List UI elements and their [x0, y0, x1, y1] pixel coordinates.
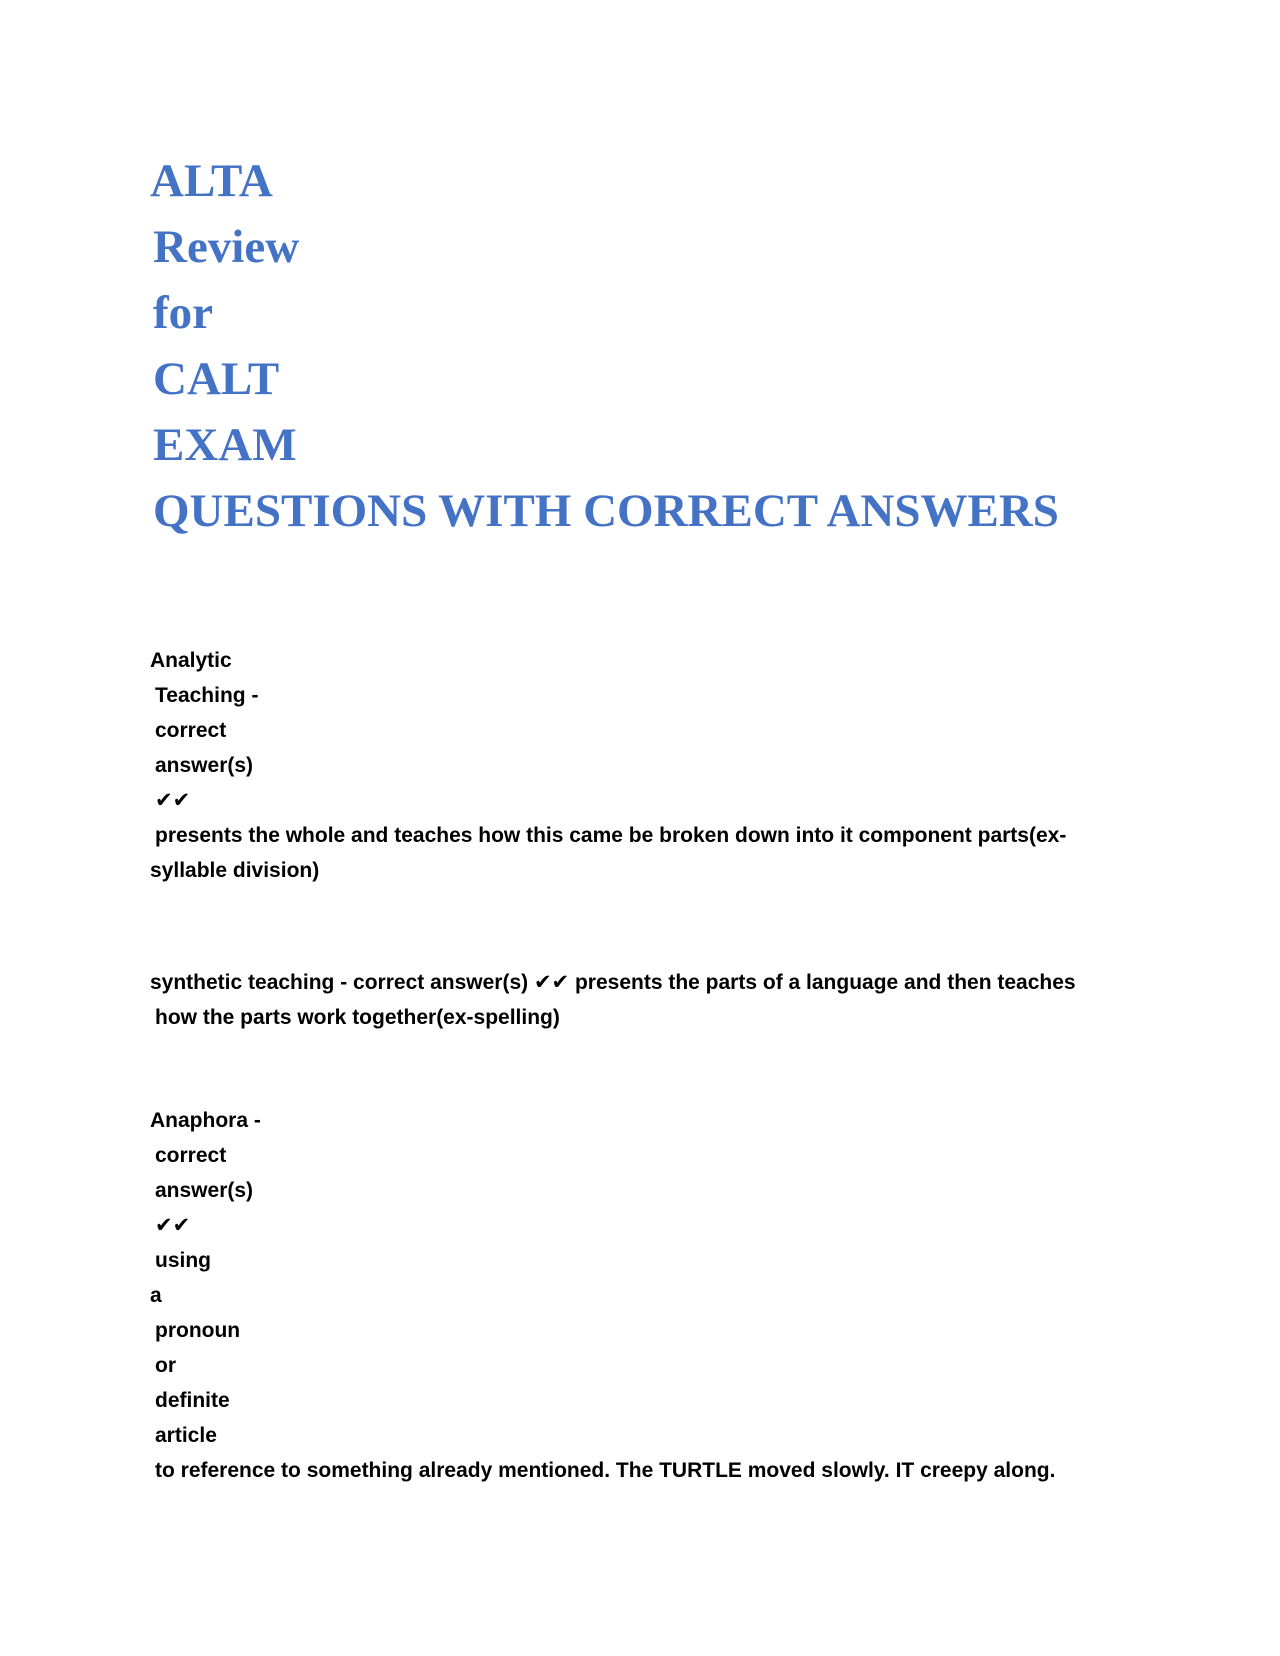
title-line: EXAM: [153, 419, 297, 471]
answer-line: or: [155, 1354, 176, 1377]
question-line: correct: [155, 719, 227, 742]
answer-line: definite: [155, 1389, 230, 1412]
title-line: QUESTIONS WITH CORRECT ANSWERS: [153, 485, 1059, 537]
question-analytic-teaching: [150, 643, 1130, 888]
title-line: CALT: [153, 353, 280, 405]
question-line: answer(s): [155, 1179, 254, 1202]
answer-line: article: [155, 1424, 217, 1447]
question-line: Anaphora -: [150, 1109, 261, 1132]
question-line: synthetic teaching - correct answer(s) ✔✔ presents the parts of a language and then teaches: [150, 971, 1076, 994]
answer-line: to reference to something already mentioned. The TURTLE moved slowly. IT creepy along.: [155, 1459, 1056, 1482]
checkmark-icon: ✔✔: [155, 789, 191, 812]
question-anaphora: [150, 1103, 1130, 1488]
answer-line: pronoun: [155, 1319, 241, 1342]
title-line: Review: [153, 221, 300, 273]
question-synthetic-teaching: [150, 965, 1130, 1035]
question-line: Analytic: [150, 649, 232, 672]
answer-line: how the parts work together(ex-spelling): [155, 1006, 560, 1029]
question-line: answer(s): [155, 754, 254, 777]
answer-line: using: [155, 1249, 211, 1272]
answer-line: a: [150, 1284, 162, 1307]
document-title: [150, 148, 1059, 544]
checkmark-icon: ✔✔: [155, 1214, 191, 1237]
question-line: correct: [155, 1144, 227, 1167]
answer-line: presents the whole and teaches how this came be broken down into it component parts(ex-: [155, 824, 1067, 847]
title-line: ALTA: [150, 155, 273, 207]
answer-line: syllable division): [150, 859, 320, 882]
question-line: Teaching -: [155, 684, 259, 707]
title-line: for: [153, 287, 214, 339]
